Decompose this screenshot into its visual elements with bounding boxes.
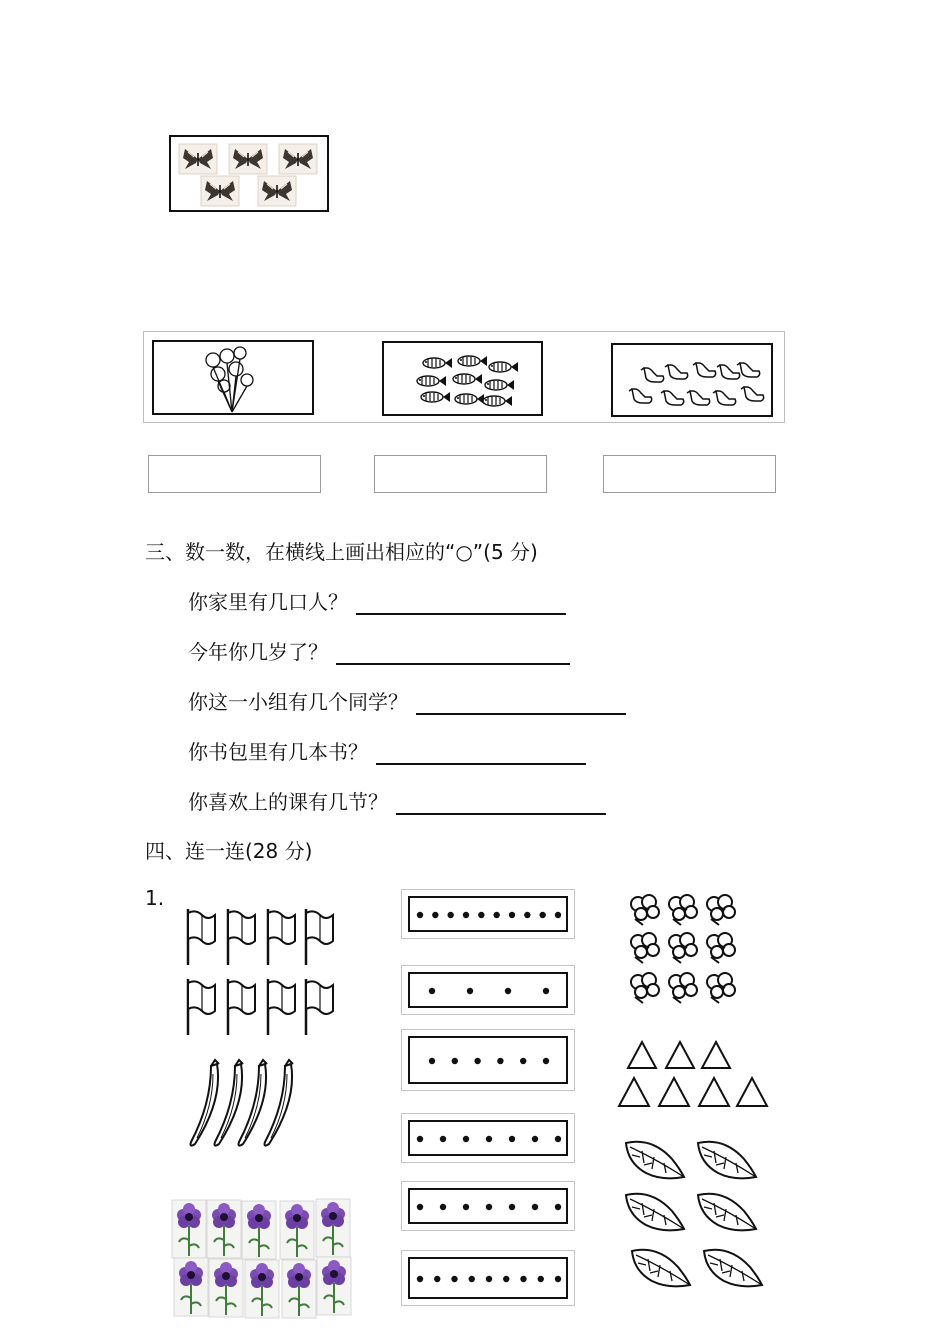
dot	[463, 1204, 469, 1210]
dot	[493, 912, 499, 918]
banana-group	[185, 1058, 315, 1150]
question-row	[188, 586, 566, 615]
dot-row	[410, 1038, 568, 1084]
dot-row	[410, 974, 568, 1008]
flower-cluster-icon	[707, 973, 735, 1003]
dot-card-frame	[408, 1257, 568, 1299]
flower-icon	[282, 1260, 316, 1318]
fish-icon	[458, 356, 487, 366]
dot	[463, 912, 469, 918]
triangle-icon	[619, 1078, 649, 1106]
dot	[539, 912, 545, 918]
fish-group	[384, 343, 541, 414]
duck-card	[611, 343, 773, 417]
dot	[452, 1058, 458, 1064]
duck-icon	[717, 365, 740, 379]
dot	[543, 988, 549, 994]
dot-card[interactable]	[401, 1181, 575, 1231]
dot	[486, 1136, 492, 1142]
answer-line[interactable]	[416, 689, 626, 715]
leaf-icon	[698, 1142, 756, 1179]
answer-box-fish[interactable]	[374, 455, 547, 493]
question-text: 你书包里有几本书？	[188, 740, 368, 764]
flag-icon	[228, 909, 255, 965]
purple-flower-group	[170, 1198, 355, 1320]
dot	[447, 912, 453, 918]
leaf-icon	[626, 1142, 684, 1179]
fish-icon	[483, 396, 512, 406]
dot	[429, 1058, 435, 1064]
duck-icon	[629, 389, 652, 403]
balloon-icon	[154, 342, 312, 413]
dot	[463, 1136, 469, 1142]
dot-card[interactable]	[401, 1250, 575, 1306]
dot-card-frame	[408, 1188, 568, 1224]
flag-icon	[268, 979, 295, 1035]
flower-icon	[245, 1260, 279, 1318]
flag-icon	[188, 979, 215, 1035]
dot	[417, 912, 423, 918]
dot	[467, 988, 473, 994]
triangle-icon	[659, 1078, 689, 1106]
question-text: 你这一小组有几个同学？	[188, 690, 408, 714]
dot	[497, 1058, 503, 1064]
butterfly-icon	[279, 144, 317, 174]
flower-icon	[207, 1200, 241, 1258]
dot	[505, 988, 511, 994]
triangle-icon	[702, 1042, 730, 1068]
dot-row	[410, 1190, 568, 1224]
answer-line[interactable]	[336, 639, 570, 665]
fish-icon	[423, 358, 452, 368]
dot	[486, 1204, 492, 1210]
dot	[417, 1204, 423, 1210]
question-text: 今年你几岁了？	[188, 640, 328, 664]
dot	[532, 1204, 538, 1210]
flag-icon	[268, 909, 295, 965]
leaf-group	[620, 1135, 770, 1295]
triangle-icon	[699, 1078, 729, 1106]
dot	[434, 1276, 440, 1282]
duck-icon	[665, 365, 688, 379]
triangle-icon	[628, 1042, 656, 1068]
dot	[509, 912, 515, 918]
butterfly-icon	[179, 144, 217, 174]
dot	[451, 1276, 457, 1282]
dot-card-frame	[408, 972, 568, 1008]
flower-icon	[316, 1199, 350, 1257]
question-row	[188, 686, 626, 715]
dot	[555, 1276, 561, 1282]
balloon-card	[152, 340, 314, 415]
dot	[432, 912, 438, 918]
dot	[503, 1276, 509, 1282]
butterfly-icon	[258, 176, 296, 206]
flag-icon	[188, 909, 215, 965]
leaf-icon	[704, 1250, 762, 1287]
triangle-icon	[666, 1042, 694, 1068]
question-text: 你喜欢上的课有几节？	[188, 790, 388, 814]
dot	[538, 1276, 544, 1282]
duck-icon	[737, 363, 760, 377]
dot-row	[410, 1259, 568, 1299]
flower-cluster-icon	[669, 895, 697, 925]
butterfly-icon	[201, 176, 239, 206]
dot-card[interactable]	[401, 965, 575, 1015]
triangle-group	[614, 1038, 774, 1112]
fish-icon	[489, 362, 518, 372]
dot	[555, 912, 561, 918]
flower-cluster-icon	[707, 933, 735, 963]
dot-card[interactable]	[401, 889, 575, 939]
dot	[417, 1276, 423, 1282]
question-row	[188, 786, 606, 815]
question-text: 你家里有几口人？	[188, 590, 348, 614]
butterfly-box	[169, 135, 329, 212]
question-row	[188, 636, 570, 665]
fish-icon	[455, 394, 484, 404]
answer-box-balloons[interactable]	[148, 455, 321, 493]
duck-icon	[641, 368, 664, 382]
duck-group	[613, 345, 771, 415]
dot	[543, 1058, 549, 1064]
answer-line[interactable]	[356, 589, 566, 615]
butterfly-icon	[229, 144, 267, 174]
dot	[555, 1136, 561, 1142]
dot-row	[410, 898, 568, 932]
dot	[478, 912, 484, 918]
dot-card-frame	[408, 896, 568, 932]
flower-cluster-icon	[631, 895, 659, 925]
flower-icon	[174, 1258, 208, 1316]
dot	[417, 1136, 423, 1142]
flower-cluster-icon	[669, 933, 697, 963]
flower-icon	[242, 1201, 276, 1259]
answer-box-ducks[interactable]	[603, 455, 776, 493]
dot	[486, 1276, 492, 1282]
flower-cluster-icon	[669, 973, 697, 1003]
banana-icon	[191, 1060, 220, 1146]
dot-card[interactable]	[401, 1029, 575, 1091]
duck-icon	[693, 363, 716, 377]
dot	[532, 1136, 538, 1142]
dot	[474, 1058, 480, 1064]
answer-line[interactable]	[396, 789, 606, 815]
flower-cluster-icon	[707, 895, 735, 925]
flower-icon	[280, 1201, 314, 1259]
fish-icon	[421, 392, 450, 402]
fish-icon	[453, 374, 482, 384]
dot	[520, 1276, 526, 1282]
flower-cluster-group	[625, 893, 745, 1011]
dot-card[interactable]	[401, 1113, 575, 1163]
answer-line[interactable]	[376, 739, 586, 765]
duck-icon	[661, 391, 684, 405]
flower-cluster-icon	[631, 933, 659, 963]
flag-icon	[306, 979, 333, 1035]
dot-card-frame	[408, 1036, 568, 1084]
flower-icon	[172, 1200, 206, 1258]
item-number: 1.	[145, 886, 165, 910]
section4-title: 四、连一连(28 分)	[145, 839, 313, 863]
butterfly-group	[171, 137, 327, 210]
dot	[509, 1136, 515, 1142]
fish-card	[382, 341, 543, 416]
dot	[520, 1058, 526, 1064]
flower-icon	[317, 1257, 351, 1315]
dot-card-frame	[408, 1120, 568, 1156]
flag-icon	[228, 979, 255, 1035]
leaf-icon	[632, 1250, 690, 1287]
fish-icon	[485, 380, 514, 390]
dot	[440, 1136, 446, 1142]
dot	[509, 1204, 515, 1210]
dot-row	[410, 1122, 568, 1156]
leaf-icon	[626, 1194, 684, 1231]
section3-title: 三、数一数，在横线上画出相应的“○”(5 分)	[145, 540, 538, 564]
triangle-icon	[737, 1078, 767, 1106]
flag-icon	[306, 909, 333, 965]
duck-icon	[687, 391, 710, 405]
duck-icon	[741, 387, 764, 401]
dot	[440, 1204, 446, 1210]
flower-cluster-icon	[631, 973, 659, 1003]
duck-icon	[713, 391, 736, 405]
dot	[469, 1276, 475, 1282]
dot	[555, 1204, 561, 1210]
flower-icon	[209, 1259, 243, 1317]
fish-icon	[417, 376, 446, 386]
question-row	[188, 736, 586, 765]
banana-icon	[265, 1060, 294, 1146]
dot	[429, 988, 435, 994]
leaf-icon	[698, 1194, 756, 1231]
dot	[524, 912, 530, 918]
flag-group	[180, 905, 345, 1040]
